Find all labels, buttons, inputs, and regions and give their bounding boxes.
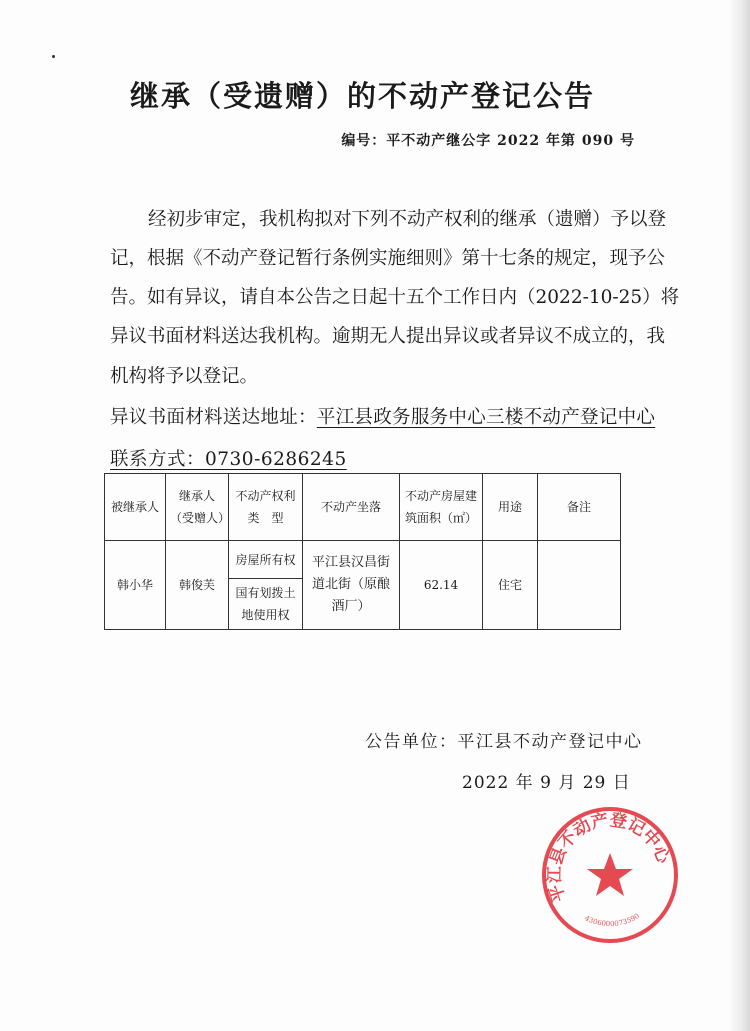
scan-speck — [52, 55, 55, 58]
page-title: 继承（受遗赠）的不动产登记公告 — [129, 79, 595, 113]
header-usage: 用途 — [483, 474, 538, 541]
table-header-row — [105, 474, 621, 541]
address-value: 平江县政务服务中心三楼不动产登记中心 — [316, 407, 656, 428]
property-table — [104, 473, 621, 630]
body-line: 机构将予以登记。 — [110, 366, 259, 387]
body-line: 告。如有异议，请自本公告之日起十五个工作日内（2022-10-25）将 — [110, 287, 680, 308]
cell-usage: 住宅 — [483, 541, 538, 630]
address-line — [110, 406, 656, 430]
issue-date: 2022 年 9 月 29 日 — [462, 773, 631, 793]
cell-decedent: 韩小华 — [105, 541, 166, 630]
address-label: 异议书面材料送达地址： — [110, 407, 317, 428]
cell-right-type-2: 国有划拨土地使用权 — [229, 579, 303, 630]
document-number: 编号：平不动产继公字 2022 年第 090 号 — [341, 133, 635, 149]
contact-line: 联系方式：0730-6286245 — [110, 449, 347, 470]
body-line: 经初步审定，我机构拟对下列不动产权利的继承（遗赠）予以登 — [148, 209, 667, 230]
header-heir: 继承人（受赠人） — [166, 474, 229, 541]
seal-code: 430600007359​0 — [583, 912, 641, 929]
header-location: 不动产坐落 — [303, 474, 400, 541]
official-seal — [540, 805, 680, 945]
issuer: 公告单位：平江县不动产登记中心 — [365, 732, 643, 752]
star-icon — [587, 853, 633, 896]
header-right-type: 不动产权利类 型 — [229, 474, 303, 541]
cell-remark — [538, 541, 621, 630]
cell-heir: 韩俊芙 — [166, 541, 229, 630]
body-line: 异议书面材料送达我机构。逾期无人提出异议或者异议不成立的，我 — [110, 326, 666, 347]
cell-area: 62.14 — [400, 541, 483, 630]
header-area: 不动产房屋建筑面积（㎡） — [400, 474, 483, 541]
scan-edge-shadow — [728, 0, 750, 1031]
body-line: 记，根据《不动产登记暂行条例实施细则》第十七条的规定，现予公 — [110, 248, 666, 269]
header-decedent: 被继承人 — [105, 474, 166, 541]
table-row — [105, 541, 621, 579]
cell-right-type-1: 房屋所有权 — [229, 541, 303, 579]
header-remark: 备注 — [538, 474, 621, 541]
seal-text: 平江县不动产登记中心 — [544, 810, 674, 905]
cell-location: 平江县汉昌街道北街（原酿酒厂） — [303, 541, 400, 630]
